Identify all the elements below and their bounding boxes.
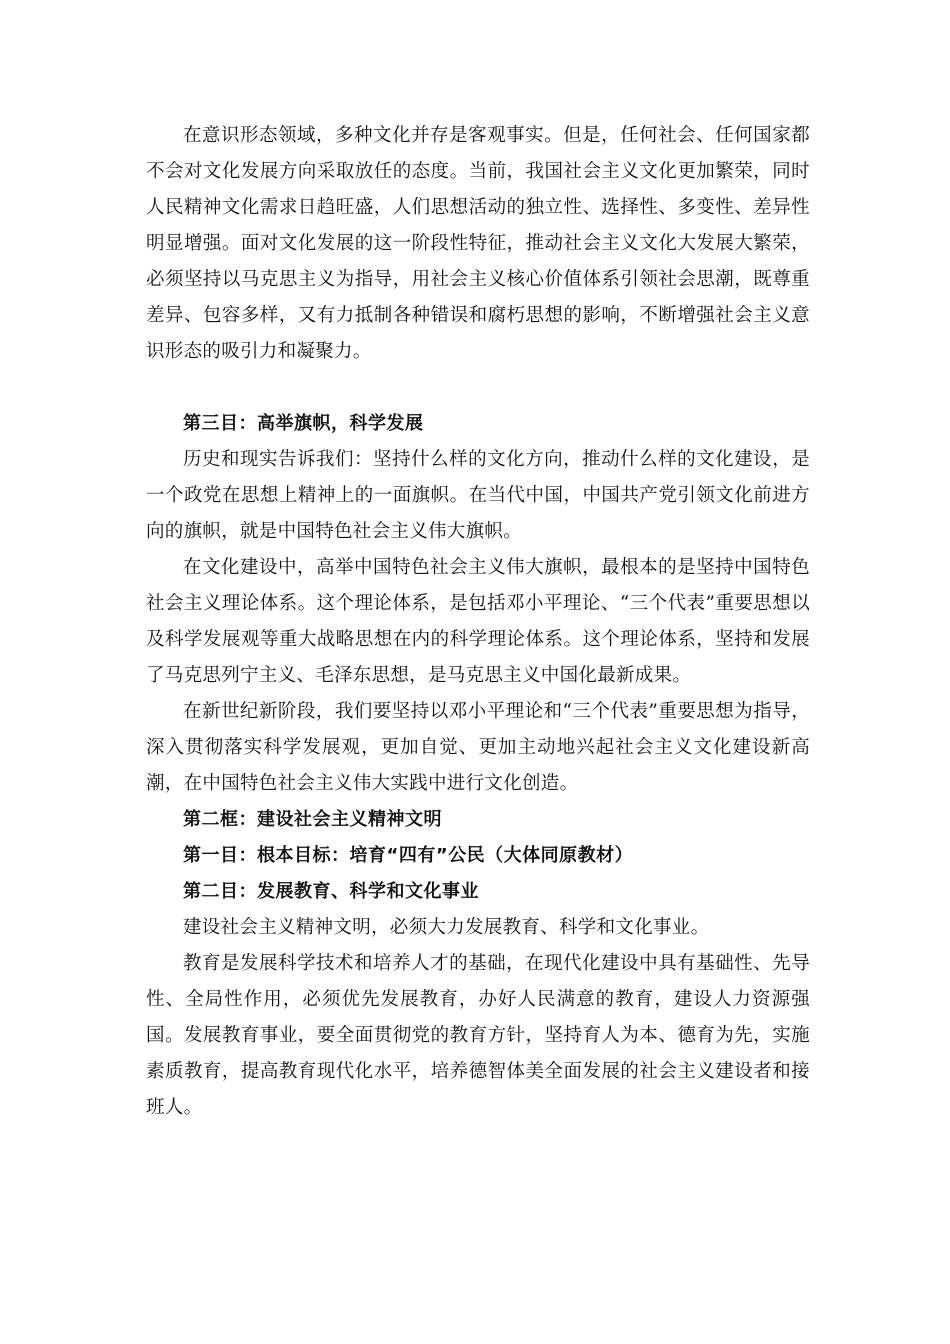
heading-second-item: 第二目：发展教育、科学和文化事业 [183,881,479,902]
heading-third-item: 第三目：高举旗帜，科学发展 [183,413,424,434]
paragraph-education: 教育是发展科学技术和培养人才的基础，在现代化建设中具有基础性、先导性、全局性作用，必须优先发展教育，办好人民满意的教育，建设人力资源强国。发展教育事业，要全面贯彻党的教育方针，坚持育人为本、德育为先，实施素质教育，提高教育现代化水平，培养德智体美全面发展的社会主义建设者和接班人。 [146,953,810,1118]
paragraph-history-reality: 历史和现实告诉我们：坚持什么样的文化方向，推动什么样的文化建设，是一个政党在思想上精神上的一面旗帜。在当代中国，中国共产党引领文化前进方向的旗帜，就是中国特色社会主义伟大旗帜。 [146,449,810,542]
paragraph-spiritual-civilization: 建设社会主义精神文明，必须大力发展教育、科学和文化事业。 [183,917,710,938]
document-page [146,118,810,1126]
paragraph-new-century: 在新世纪新阶段，我们要坚持以邓小平理论和“三个代表”重要思想为指导，深入贯彻落实科学发展观，更加自觉、更加主动地兴起社会主义文化建设新高潮，在中国特色社会主义伟大实践中进行文化创造。 [146,701,810,794]
heading-second-frame: 第二框：建设社会主义精神文明 [183,809,442,830]
paragraph-ideology: 在意识形态领域，多种文化并存是客观事实。但是，任何社会、任何国家都不会对文化发展方向采取放任的态度。当前，我国社会主义文化更加繁荣，同时人民精神文化需求日趋旺盛，人们思想活动的独立性、选择性、多变性、差异性明显增强。面对文化发展的这一阶段性特征，推动社会主义文化大发展大繁荣，必须坚持以马克思主义为指导，用社会主义核心价值体系引领社会思潮，既尊重差异、包容多样，又有力抵制各种错误和腐朽思想的影响，不断增强社会主义意识形态的吸引力和凝聚力。 [146,125,810,362]
paragraph-cultural-construction: 在文化建设中，高举中国特色社会主义伟大旗帜，最根本的是坚持中国特色社会主义理论体系。这个理论体系，是包括邓小平理论、“三个代表”重要思想以及科学发展观等重大战略思想在内的科学理论体系。这个理论体系，坚持和发展了马克思列宁主义、毛泽东思想，是马克思主义中国化最新成果。 [146,557,810,686]
heading-first-item: 第一目：根本目标：培育“四有”公民（大体同原教材） [183,845,634,866]
